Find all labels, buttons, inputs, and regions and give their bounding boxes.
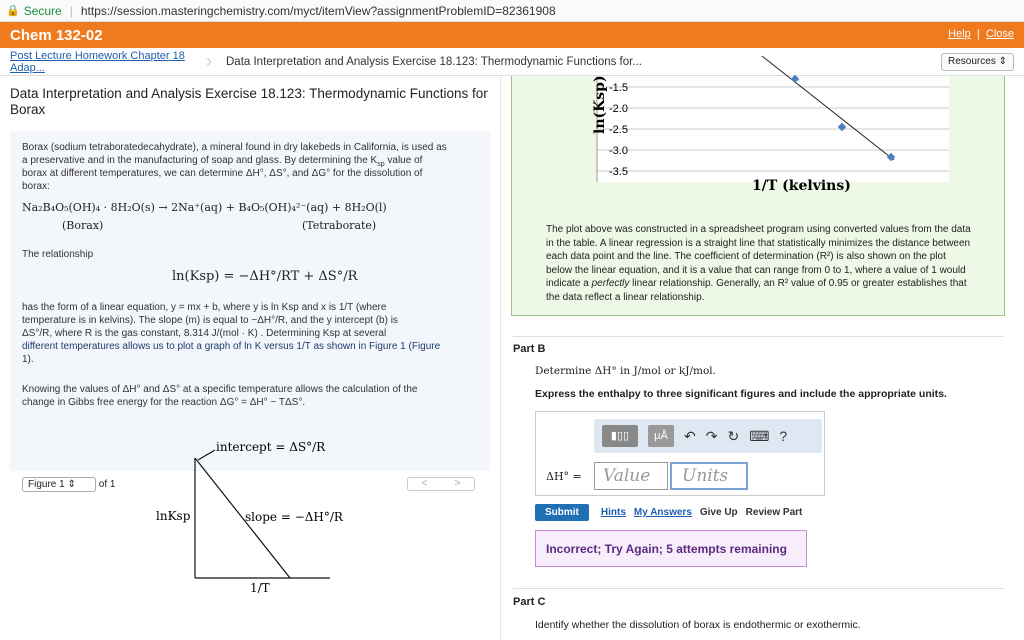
linear-line: temperature is in kelvins). The slope (m) is equal to −ΔH°/R, and the y intercept (b) is: [22, 315, 398, 326]
intro-sub: sp: [377, 161, 385, 168]
plot-note-line: [546, 277, 1001, 291]
page-title: [10, 86, 495, 118]
redo-icon[interactable]: ↷: [705, 428, 718, 444]
part-b-label[interactable]: Part B: [513, 343, 546, 355]
gibbs-line: Knowing the values of ΔH° and ΔS° at a specific temperature allows the calculation of the: [22, 384, 418, 395]
templates-icon[interactable]: ▮▯▯: [602, 425, 638, 447]
close-link[interactable]: Close: [985, 28, 1014, 40]
intercept-arrow: [198, 450, 215, 460]
undo-icon[interactable]: ↶: [684, 428, 696, 444]
divider: |: [69, 3, 73, 18]
problem-pane: [0, 76, 500, 640]
secure-label: Secure: [23, 3, 62, 18]
breadcrumb-parent-link[interactable]: Post Lecture Homework Chapter 18 Adap...: [10, 49, 185, 74]
y-tick-label: -1.5: [609, 82, 628, 94]
header-links: Help | Close: [948, 28, 1014, 40]
submit-button[interactable]: Submit: [535, 504, 589, 521]
figure-1-diagram: [140, 440, 380, 608]
linear-line: 1).: [22, 354, 34, 365]
chevron-right-icon: ›: [206, 51, 212, 71]
answer-box: [535, 411, 825, 496]
figure-count: of 1: [98, 479, 116, 490]
divider: [513, 336, 1003, 337]
breadcrumb: [0, 48, 1024, 76]
slope-label: slope = −ΔH°/R: [245, 510, 343, 524]
intro-panel: [10, 131, 490, 490]
figure-dropdown[interactable]: Figure 1 ⇕: [22, 477, 96, 492]
plot-note-line: in the table. A linear regression is a straight line that statistically minimizes the distance between: [546, 237, 971, 249]
x-axis-label: 1/T: [250, 581, 270, 595]
answer-actions: [535, 504, 810, 521]
browser-address-bar[interactable]: [0, 0, 1024, 22]
reaction-equation: Na₂B₄O₅(OH)₄ · 8H₂O(s) → 2Na⁺(aq) + B₄O₅(OH)₄²⁻(aq) + 8H₂O(l): [22, 201, 387, 214]
part-b-question: Determine ΔH° in J/mol or kJ/mol.: [535, 365, 716, 377]
regression-plot-panel: [511, 76, 1005, 316]
part-c-label[interactable]: Part C: [513, 596, 546, 608]
plot-note-text: indicate a: [546, 278, 592, 289]
y-axis-label: lnKsp: [156, 509, 191, 523]
intro-line: Borax (sodium tetraboratedecahydrate), a mineral found in dry lakebeds in California, is used as: [22, 142, 447, 153]
divider: [513, 588, 1003, 589]
plot-note-line: below the linear equation, and it is a value that can range from 0 to 1, where a value of 1 would: [546, 264, 966, 276]
plot-explanation: [546, 223, 1001, 304]
value-input[interactable]: Value: [594, 462, 668, 490]
plot-note-text: linear relationship. Generally, an R² value of 0.95 or greater establishes that: [629, 278, 967, 289]
review-part-button[interactable]: Review Part: [745, 507, 803, 518]
linear-line: ΔS°/R, where R is the gas constant, 8.314 J/(mol · K) . Determining Ksp at several: [22, 328, 387, 339]
y-tick-label: -2.0: [609, 103, 628, 115]
y-tick-label: -3.5: [609, 166, 628, 178]
breadcrumb-current: Data Interpretation and Analysis Exercise 18.123: Thermodynamic Functions for...: [226, 55, 642, 68]
prev-figure-button[interactable]: <: [421, 478, 428, 489]
give-up-button[interactable]: Give Up: [699, 507, 738, 518]
plot-note-emphasis: perfectly: [591, 278, 630, 289]
part-b-instruction: Express the enthalpy to three significant figures and include the appropriate units.: [535, 388, 947, 400]
reactant-label: (Borax): [62, 219, 104, 232]
y-tick-label: -3.0: [609, 145, 628, 157]
title-line-1: Data Interpretation and Analysis Exercise 18.123: Thermodynamic Functions for: [10, 86, 488, 101]
plot-note-line: The plot above was constructed in a spreadsheet program using converted values from the data: [546, 224, 971, 235]
feedback-message: Incorrect; Try Again; 5 attempts remaining: [535, 530, 807, 567]
part-c-question: Identify whether the dissolution of borax is endothermic or exothermic.: [535, 619, 861, 631]
product-label: (Tetraborate): [302, 219, 377, 232]
resources-label: Resources: [948, 56, 996, 67]
help-link[interactable]: Help: [948, 28, 971, 40]
answer-label: ΔH° =: [546, 470, 582, 483]
next-figure-button[interactable]: >: [454, 478, 461, 489]
plot-x-axis-label: 1/T (kelvins): [752, 178, 851, 194]
lock-icon: 🔒: [6, 5, 20, 17]
units-button[interactable]: μÅ: [648, 425, 674, 447]
course-header: [0, 22, 1024, 48]
linear-line: [22, 340, 472, 353]
intro-line: borax:: [22, 181, 50, 192]
units-input[interactable]: Units: [670, 462, 748, 490]
figure-selector: [22, 477, 115, 492]
intro-text: a preservative and in the manufacturing of soap and glass. By determining the K: [22, 155, 378, 166]
relationship-equation: ln(Ksp) = −ΔH°/RT + ΔS°/R: [172, 269, 358, 284]
regression-plot: [512, 76, 1006, 218]
keyboard-icon[interactable]: ⌨: [749, 428, 770, 444]
plot-note-line: the data reflect a linear relationship.: [546, 291, 705, 303]
intercept-label: intercept = ΔS°/R: [216, 440, 326, 454]
title-line-2: Borax: [10, 102, 46, 117]
course-title: Chem 132-02: [10, 26, 103, 44]
my-answers-link[interactable]: My Answers: [633, 507, 692, 518]
help-button[interactable]: ?: [779, 428, 788, 444]
figure-nav: [407, 477, 475, 491]
answer-pane: [500, 76, 1024, 640]
y-tick-label: -2.5: [609, 124, 628, 136]
math-toolbar: [594, 419, 822, 453]
figure-selected: Figure 1: [28, 479, 65, 490]
reset-icon[interactable]: ↻: [727, 428, 740, 444]
linear-text[interactable]: different temperatures allows us to plot a graph of ln K versus 1/T as shown in Figure 1 (Figure: [22, 341, 441, 352]
intro-text: value of: [384, 155, 423, 166]
resources-dropdown[interactable]: Resources ⇕: [941, 53, 1014, 71]
gibbs-line: change in Gibbs free energy for the reaction ΔG° = ΔH° − TΔS°.: [22, 397, 306, 408]
hints-link[interactable]: Hints: [600, 507, 626, 518]
plot-y-axis-label: ln(Ksp): [592, 75, 608, 134]
linear-line: has the form of a linear equation, y = mx + b, where y is ln Ksp and x is 1/T (where: [22, 302, 387, 313]
relationship-label: The relationship: [22, 249, 94, 260]
plot-note-line: each data point and the line. The coefficient of determination (R²) is also shown on the plot: [546, 251, 946, 262]
url-text[interactable]: https://session.masteringchemistry.com/myct/itemView?assignmentProblemID=82361908: [80, 3, 556, 18]
intro-line: borax at different temperatures, we can determine ΔH°, ΔS°, and ΔG° for the dissolution of: [22, 168, 423, 179]
